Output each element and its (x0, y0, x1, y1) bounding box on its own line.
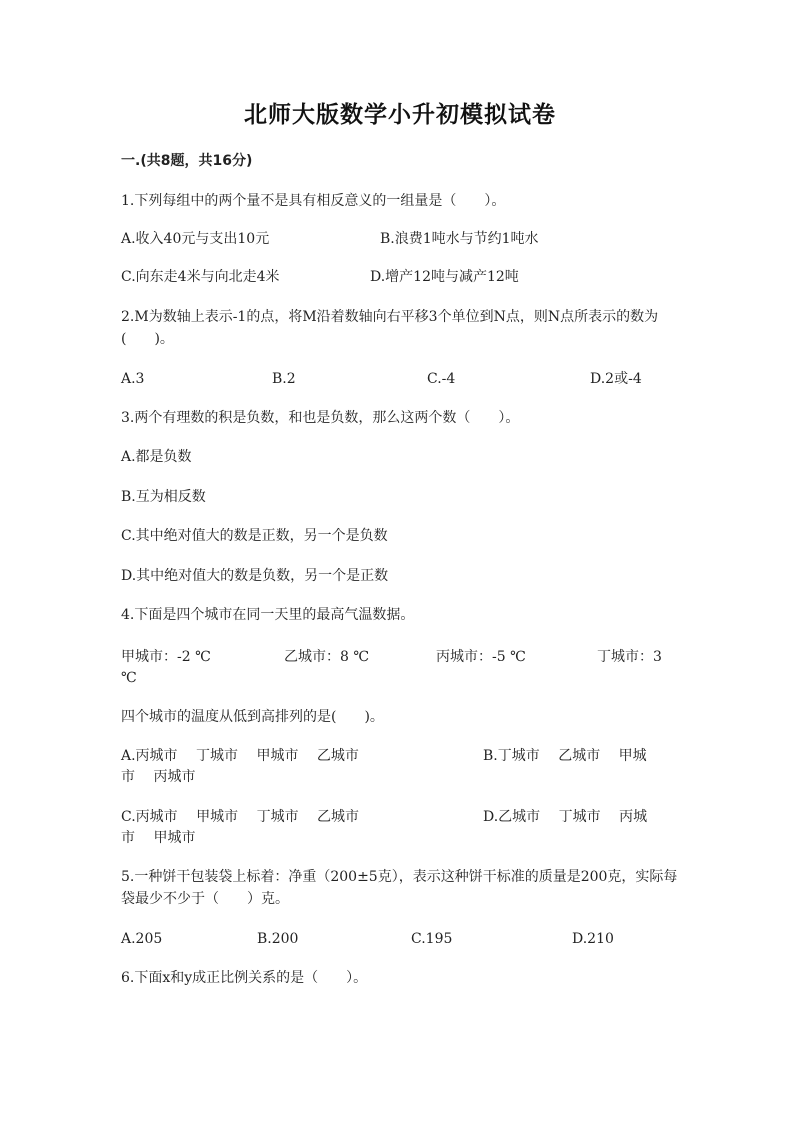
question-3-option-b: B.互为相反数 (121, 489, 206, 505)
question-1-option-b: B.浪费1吨水与节约1吨水 (380, 231, 539, 247)
question-6-stem: 6.下面x和y成正比例关系的是（ ）。 (121, 970, 368, 986)
temp-city-yi: 乙城市：8 ℃ (284, 649, 370, 665)
question-2-stem: 2.M为数轴上表示-1的点，将M沿着数轴向右平移3个单位到N点，则N点所表示的数为( )。 (121, 309, 659, 347)
question-1-stem: 1.下列每组中的两个量不是具有相反意义的一组量是（ ）。 (121, 193, 506, 209)
temp-city-jia: 甲城市：-2 ℃ (121, 649, 211, 665)
question-1-option-a: A.收入40元与支出10元 (121, 231, 270, 247)
question-4-option-c: C.丙城市 甲城市 丁城市 乙城市 (121, 809, 360, 825)
question-5-option-b: B.200 (257, 931, 299, 947)
question-3-stem: 3.两个有理数的积是负数，和也是负数，那么这两个数（ ）。 (121, 410, 520, 426)
question-5-option-d: D.210 (572, 931, 614, 947)
question-5-stem: 5.一种饼干包装袋上标着：净重（200±5克），表示这种饼干标准的质量是200克，实际每袋最少不少于（ ）克。 (121, 869, 678, 907)
question-4-option-b: B.丁城市 乙城市 甲城 (483, 748, 647, 764)
question-3-option-d: D.其中绝对值大的数是负数，另一个是正数 (121, 568, 389, 584)
page-title: 北师大版数学小升初模拟试卷 (244, 102, 556, 128)
temp-city-ding: 丁城市：3 (597, 649, 662, 665)
question-4-option-d: D.乙城市 丁城市 丙城 (483, 809, 648, 825)
question-1-option-c: C.向东走4米与向北走4米 (121, 269, 280, 285)
question-4-option-a: A.丙城市 丁城市 甲城市 乙城市 (121, 748, 359, 764)
section-title: 一.(共8题，共16分) (121, 153, 253, 169)
question-4-stem2: 四个城市的温度从低到高排列的是( )。 (121, 709, 384, 725)
question-2-option-d: D.2或-4 (590, 371, 642, 387)
question-2-option-c: C.-4 (427, 371, 456, 387)
question-5-option-c: C.195 (411, 931, 453, 947)
question-4-stem: 4.下面是四个城市在同一天里的最高气温数据。 (121, 607, 415, 623)
question-1-option-d: D.增产12吨与减产12吨 (370, 269, 519, 285)
question-4-option-d-cont: 市 甲城市 (121, 830, 196, 846)
question-2-option-a: A.3 (121, 371, 145, 387)
question-4-option-b-cont: 市 丙城市 (121, 769, 196, 785)
temp-city-bing: 丙城市：-5 ℃ (436, 649, 526, 665)
question-3-option-a: A.都是负数 (121, 449, 192, 465)
temp-city-ding-unit: ℃ (121, 670, 137, 686)
question-2-option-b: B.2 (272, 371, 296, 387)
question-5-option-a: A.205 (121, 931, 163, 947)
question-3-option-c: C.其中绝对值大的数是正数，另一个是负数 (121, 528, 388, 544)
